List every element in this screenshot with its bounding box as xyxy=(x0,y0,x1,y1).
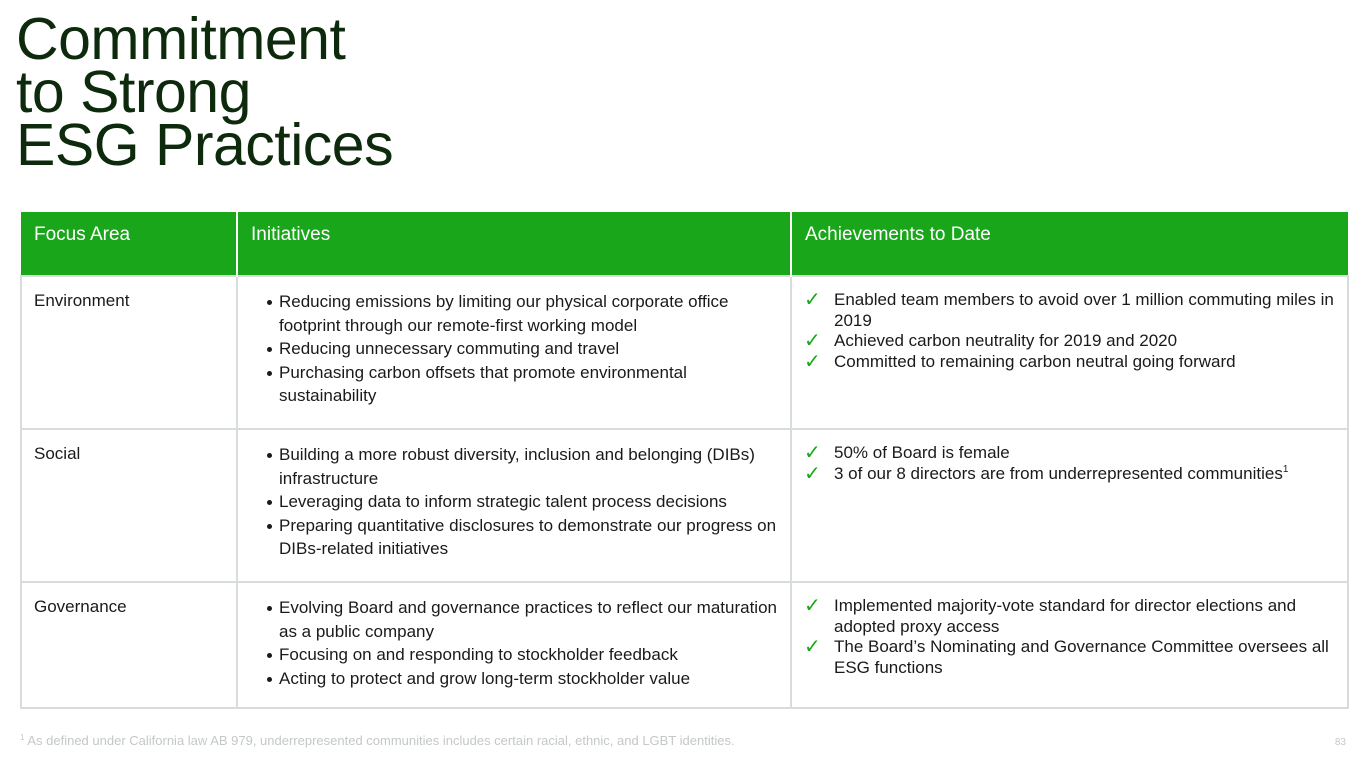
title-line-1: Commitment xyxy=(16,6,346,72)
focus-cell xyxy=(21,429,237,582)
initiatives-list xyxy=(250,596,778,690)
title-line-2: to Strong xyxy=(16,59,251,125)
achievement-text: The Board’s Nominating and Governance Committee oversees all ESG functions xyxy=(834,637,1329,677)
achievements-list xyxy=(804,596,1335,678)
initiatives-list xyxy=(250,290,778,408)
initiative-item: Reducing unnecessary commuting and travel xyxy=(267,337,778,361)
footnote-marker: 1 xyxy=(20,733,25,742)
checkmark-icon: ✓ xyxy=(804,636,821,658)
table-row-environment xyxy=(21,276,1348,429)
initiative-item: Preparing quantitative disclosures to demonstrate our progress on DIBs-related initiatives xyxy=(267,514,778,561)
achievement-text: Committed to remaining carbon neutral going forward xyxy=(834,351,1236,371)
page-number: 83 xyxy=(1334,737,1346,748)
achievement-text: Implemented majority-vote standard for director elections and adopted proxy access xyxy=(834,596,1297,636)
focus-label: Environment xyxy=(34,291,130,310)
header-achievements: Achievements to Date xyxy=(791,212,1348,276)
initiative-item: Reducing emissions by limiting our physical corporate office footprint through our remote-first working model xyxy=(267,290,778,337)
checkmark-icon: ✓ xyxy=(804,595,821,617)
header-initiatives: Initiatives xyxy=(237,212,791,276)
checkmark-icon: ✓ xyxy=(804,462,821,485)
header-focus-area: Focus Area xyxy=(21,212,237,276)
achievements-list xyxy=(804,443,1335,484)
achievement-item xyxy=(804,637,1335,678)
focus-label: Governance xyxy=(34,597,127,616)
achievements-cell xyxy=(791,582,1348,708)
title-line-3: ESG Practices xyxy=(16,112,394,178)
initiative-item: Building a more robust diversity, inclusion and belonging (DIBs) infrastructure xyxy=(267,443,778,490)
achievement-item xyxy=(804,464,1335,485)
checkmark-icon: ✓ xyxy=(804,330,821,352)
focus-cell xyxy=(21,276,237,429)
checkmark-icon: ✓ xyxy=(804,350,821,373)
achievement-text: Enabled team members to avoid over 1 million commuting miles in 2019 xyxy=(834,290,1334,330)
achievement-item xyxy=(804,290,1335,331)
footnote-text: As defined under California law AB 979, underrepresented communities includes certain racial, ethnic, and LGBT identities. xyxy=(27,733,735,748)
esg-table xyxy=(20,212,1349,709)
initiatives-cell xyxy=(237,429,791,582)
focus-label: Social xyxy=(34,444,81,463)
table-row-social xyxy=(21,429,1348,582)
achievement-text: 50% of Board is female xyxy=(834,443,1010,462)
achievement-item xyxy=(804,352,1335,373)
table-header-row xyxy=(21,212,1348,276)
checkmark-icon: ✓ xyxy=(804,442,821,464)
achievement-item xyxy=(804,331,1335,352)
achievement-text: Achieved carbon neutrality for 2019 and 2020 xyxy=(834,331,1178,350)
achievement-item xyxy=(804,443,1335,464)
achievement-text: 3 of our 8 directors are from underrepresented communities xyxy=(834,463,1283,483)
page-title xyxy=(16,6,394,178)
initiative-item: Focusing on and responding to stockholder feedback xyxy=(267,643,778,667)
achievements-list xyxy=(804,290,1335,372)
initiatives-cell xyxy=(237,582,791,708)
achievements-cell xyxy=(791,429,1348,582)
footnote-reference: 1 xyxy=(1282,463,1289,475)
initiatives-list xyxy=(250,443,778,561)
table-row-governance xyxy=(21,582,1348,708)
initiatives-cell xyxy=(237,276,791,429)
focus-cell xyxy=(21,582,237,708)
achievements-cell xyxy=(791,276,1348,429)
achievement-item xyxy=(804,596,1335,637)
initiative-item: Leveraging data to inform strategic talent process decisions xyxy=(267,490,778,514)
initiative-item: Purchasing carbon offsets that promote environmental sustainability xyxy=(267,361,778,408)
initiative-item: Acting to protect and grow long-term stockholder value xyxy=(267,667,778,691)
footnote xyxy=(20,733,735,748)
initiative-item: Evolving Board and governance practices to reflect our maturation as a public company xyxy=(267,596,778,643)
checkmark-icon: ✓ xyxy=(804,289,821,311)
